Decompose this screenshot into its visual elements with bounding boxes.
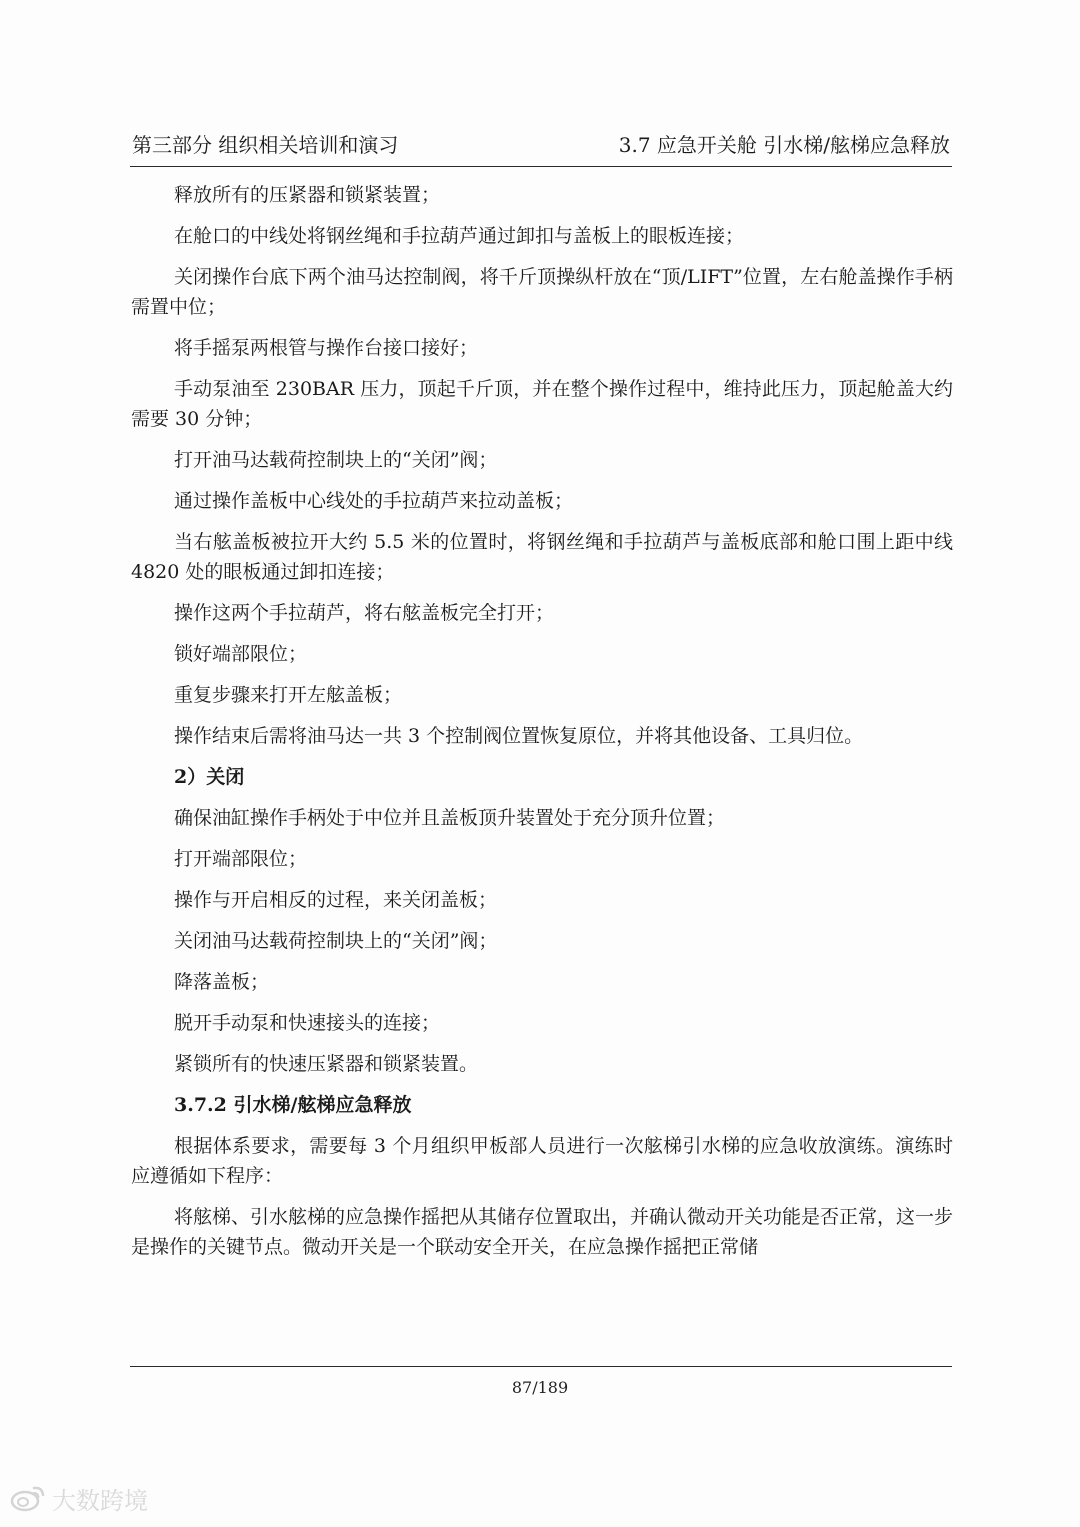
paragraph: 在舱口的中线处将钢丝绳和手拉葫芦通过卸扣与盖板上的眼板连接； [174, 225, 745, 247]
footer-divider [130, 1366, 952, 1367]
weibo-logo-icon [10, 1483, 46, 1513]
header-chapter-title: 3.7 应急开关舱 引水梯/舷梯应急释放 [618, 133, 950, 157]
page-number: 87/189 [511, 1378, 569, 1397]
paragraph: 将舷梯、引水舷梯的应急操作摇把从其储存位置取出，并确认微动开关功能是否正常，这一步是操作的关键节点。微动开关是一个联动安全开关，在应急操作摇把正常储 [131, 1206, 954, 1258]
paragraph: 锁好端部限位； [174, 643, 308, 665]
paragraph: 当右舷盖板被拉开大约 5.5 米的位置时，将钢丝绳和手拉葫芦与盖板底部和舱口围上距中线 4820 处的眼板通过卸扣连接； [131, 531, 953, 583]
paragraph: 确保油缸操作手柄处于中位并且盖板顶升装置处于充分顶升位置； [174, 807, 726, 829]
watermark-text: 大数跨境 [52, 1486, 148, 1515]
paragraph: 脱开手动泵和快速接头的连接； [174, 1012, 441, 1034]
paragraph: 降落盖板； [174, 971, 270, 993]
paragraph: 手动泵油至 230BAR 压力，顶起千斤顶，并在整个操作过程中，维持此压力，顶起舱盖大约需要 30 分钟； [131, 378, 953, 430]
page-body [131, 180, 953, 1273]
paragraph: 根据体系要求，需要每 3 个月组织甲板部人员进行一次舷梯引水梯的应急收放演练。演练时应遵循如下程序： [131, 1135, 953, 1187]
paragraph: 重复步骤来打开左舷盖板； [174, 684, 403, 706]
paragraph: 操作结束后需将油马达一共 3 个控制阀位置恢复原位，并将其他设备、工具归位。 [174, 725, 864, 747]
paragraph: 释放所有的压紧器和锁紧装置； [174, 184, 441, 206]
paragraph: 关闭油马达载荷控制块上的“关闭”阀； [174, 930, 498, 952]
paragraph: 操作这两个手拉葫芦，将右舷盖板完全打开； [174, 602, 555, 624]
paragraph: 将手摇泵两根管与操作台接口接好； [174, 337, 479, 359]
paragraph: 通过操作盖板中心线处的手拉葫芦来拉动盖板； [174, 490, 574, 512]
header-section-title: 第三部分 组织相关培训和演习 [132, 133, 399, 157]
paragraph: 紧锁所有的快速压紧器和锁紧装置。 [174, 1053, 479, 1075]
paragraph: 打开端部限位； [174, 848, 308, 870]
watermark [10, 1480, 148, 1516]
paragraph: 操作与开启相反的过程，来关闭盖板； [174, 889, 498, 911]
paragraph: 打开油马达载荷控制块上的“关闭”阀； [174, 449, 498, 471]
subsection-heading: 2）关闭 [174, 766, 245, 788]
paragraph: 关闭操作台底下两个油马达控制阀，将千斤顶操纵杆放在“顶/LIFT”位置，左右舱盖操作手柄需置中位； [131, 266, 953, 318]
section-heading: 3.7.2 引水梯/舷梯应急释放 [174, 1094, 412, 1116]
page-header [130, 130, 952, 167]
